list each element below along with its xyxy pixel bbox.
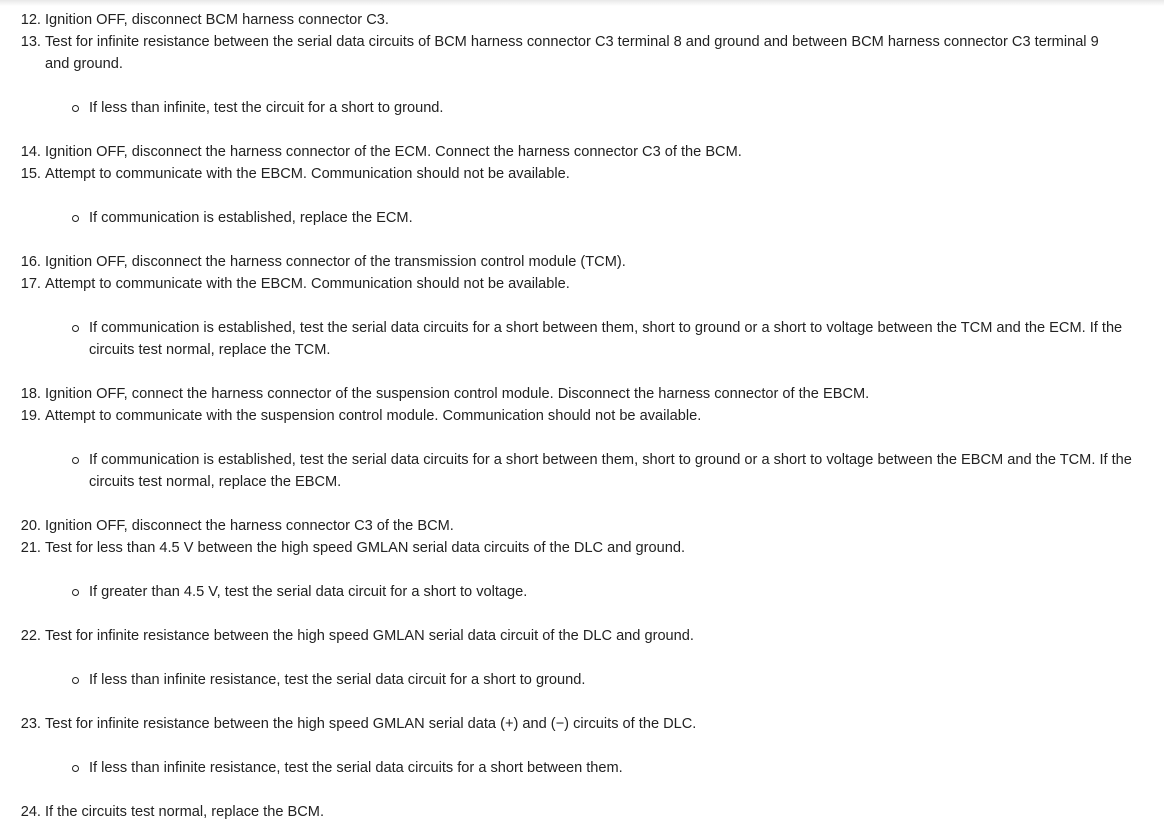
step-17 <box>0 273 1164 295</box>
step-number: 13. <box>20 34 41 50</box>
bullet-circle-icon <box>72 677 79 684</box>
step-text: Test for infinite resistance between the high speed GMLAN serial data circuit of the DLC and ground. <box>45 628 694 644</box>
step-number: 15. <box>20 166 41 182</box>
step-number: 20. <box>20 518 41 534</box>
result-bullet <box>0 449 1164 493</box>
step-number: 23. <box>20 716 41 732</box>
procedure-list <box>0 9 1164 823</box>
result-bullet <box>0 97 1164 119</box>
step-text: Ignition OFF, disconnect BCM harness connector C3. <box>45 12 389 28</box>
step-text: Ignition OFF, connect the harness connector of the suspension control module. Disconnect the harness connector of the EBCM. <box>45 386 870 402</box>
result-text: If communication is established, test the serial data circuits for a short between them, short to ground or a short to voltage between the TCM and the ECM. If the circuits test normal, replace the TCM. <box>89 320 1123 358</box>
step-number: 21. <box>20 540 41 556</box>
step-text: Attempt to communicate with the suspension control module. Communication should not be available. <box>45 408 702 424</box>
result-bullet <box>0 757 1164 779</box>
result-bullet <box>0 669 1164 691</box>
bullet-circle-icon <box>72 105 79 112</box>
result-bullet <box>0 581 1164 603</box>
step-text: If the circuits test normal, replace the BCM. <box>45 804 325 820</box>
bullet-circle-icon <box>72 325 79 332</box>
bullet-circle-icon <box>72 215 79 222</box>
step-text: Attempt to communicate with the EBCM. Communication should not be available. <box>45 276 570 292</box>
step-number: 19. <box>20 408 41 424</box>
bullet-circle-icon <box>72 765 79 772</box>
step-text: Test for infinite resistance between the serial data circuits of BCM harness connector C3 terminal 8 and ground and between BCM harness connector C3 terminal 9 and ground. <box>45 34 1099 72</box>
step-number: 18. <box>20 386 41 402</box>
step-text: Test for infinite resistance between the high speed GMLAN serial data (+) and (−) circuits of the DLC. <box>45 716 697 732</box>
result-text: If communication is established, replace the ECM. <box>89 210 413 226</box>
step-number: 12. <box>20 12 41 28</box>
step-24 <box>0 801 1164 823</box>
step-number: 22. <box>20 628 41 644</box>
bullet-circle-icon <box>72 589 79 596</box>
step-12 <box>0 9 1164 31</box>
step-number: 17. <box>20 276 41 292</box>
step-13 <box>0 31 1164 75</box>
step-18 <box>0 383 1164 405</box>
result-text: If less than infinite, test the circuit for a short to ground. <box>89 100 444 116</box>
step-20 <box>0 515 1164 537</box>
step-19 <box>0 405 1164 427</box>
top-edge-shadow <box>0 0 1164 6</box>
result-text: If less than infinite resistance, test the serial data circuits for a short between them. <box>89 760 623 776</box>
step-21 <box>0 537 1164 559</box>
bullet-circle-icon <box>72 457 79 464</box>
step-text: Ignition OFF, disconnect the harness connector of the transmission control module (TCM). <box>45 254 626 270</box>
step-22 <box>0 625 1164 647</box>
step-text: Test for less than 4.5 V between the high speed GMLAN serial data circuits of the DLC and ground. <box>45 540 686 556</box>
step-text: Ignition OFF, disconnect the harness connector C3 of the BCM. <box>45 518 454 534</box>
step-16 <box>0 251 1164 273</box>
result-bullet <box>0 207 1164 229</box>
result-text: If greater than 4.5 V, test the serial data circuit for a short to voltage. <box>89 584 528 600</box>
result-bullet <box>0 317 1164 361</box>
result-text: If less than infinite resistance, test the serial data circuit for a short to ground. <box>89 672 586 688</box>
step-number: 16. <box>20 254 41 270</box>
step-number: 14. <box>20 144 41 160</box>
step-number: 24. <box>20 804 41 820</box>
step-23 <box>0 713 1164 735</box>
step-text: Ignition OFF, disconnect the harness connector of the ECM. Connect the harness connector C3 of the BCM. <box>45 144 742 160</box>
step-text: Attempt to communicate with the EBCM. Communication should not be available. <box>45 166 570 182</box>
step-15 <box>0 163 1164 185</box>
step-14 <box>0 141 1164 163</box>
result-text: If communication is established, test the serial data circuits for a short between them, short to ground or a short to voltage between the EBCM and the TCM. If the circuits test normal, replace the EBCM. <box>89 452 1132 490</box>
